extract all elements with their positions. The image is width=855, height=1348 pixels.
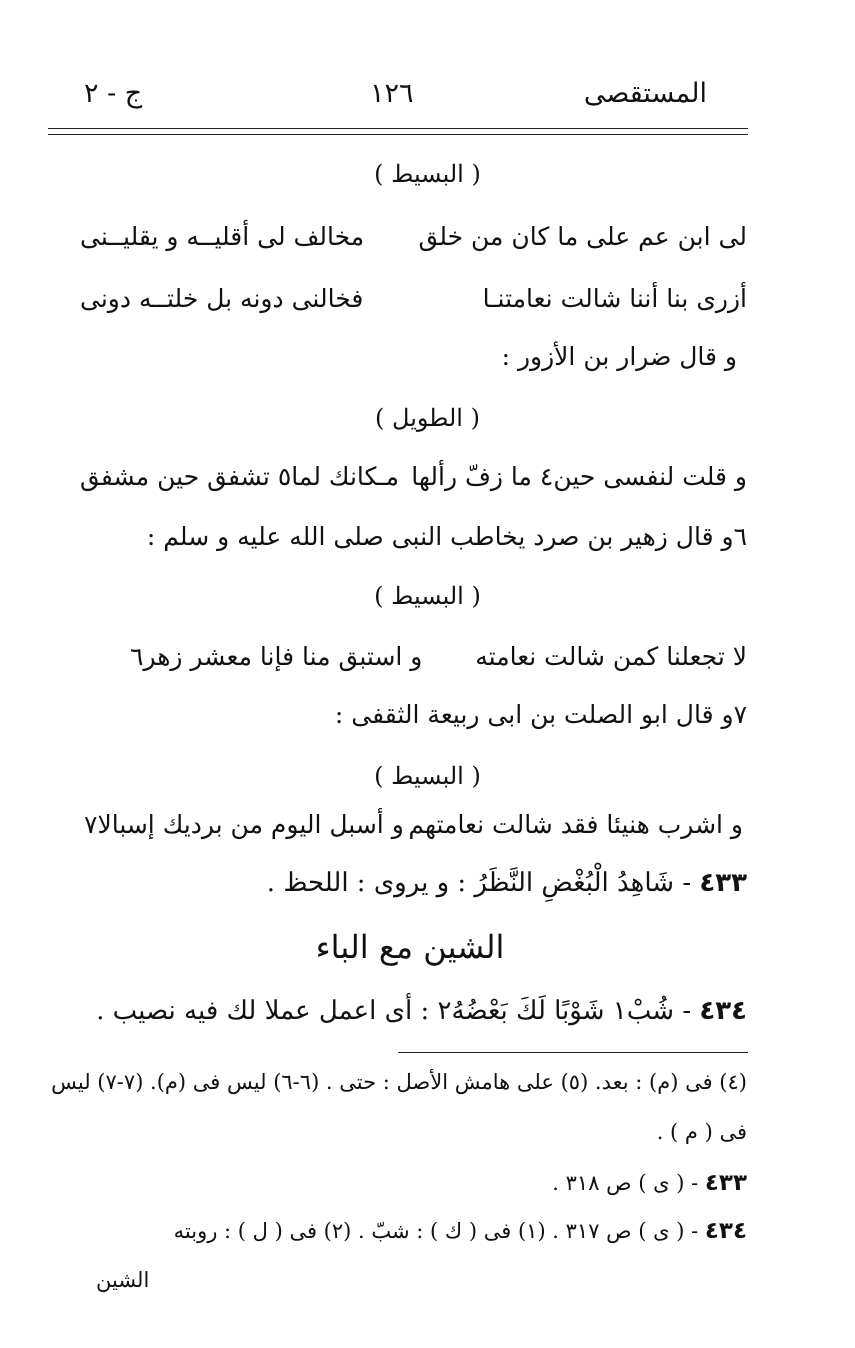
verse-5-second-hemistich: و أسبل اليوم من برديك إسبالا٧ bbox=[84, 810, 404, 839]
entry-text: - شَاهِدُ الْبُغْضِ النَّظَرُ : و يروى : اللحظ . bbox=[266, 868, 692, 898]
entry-number: ٤٣٣ bbox=[699, 868, 747, 898]
footnote-text: - ( ى ) ص ٣١٨ . bbox=[552, 1171, 699, 1195]
verse-2-first-hemistich: أزرى بنا أننا شالت نعامتنـا bbox=[482, 284, 747, 313]
header-rule-top bbox=[48, 128, 748, 129]
poet-intro-3: ٧و قال ابو الصلت بن ابى ربيعة الثقفى : bbox=[334, 700, 747, 729]
catchword: الشين bbox=[96, 1268, 150, 1292]
meter-label-basit-2: ( البسيط ) bbox=[374, 582, 481, 610]
footnote-433 bbox=[552, 1170, 747, 1196]
volume-label: ج - ٢ bbox=[84, 78, 143, 109]
section-title: الشين مع الباء bbox=[315, 928, 505, 966]
meter-label-tawil: ( الطويل ) bbox=[375, 404, 480, 432]
verse-1-second-hemistich: مخالف لى أقليــه و يقليــنى bbox=[80, 222, 365, 251]
footnote-text: - ( ى ) ص ٣١٧ . (١) فى ( ك ) : شبّ . (٢) فى ( ل ) : روبته bbox=[173, 1219, 699, 1243]
poet-intro-2: ٦و قال زهير بن صرد يخاطب النبى صلى الله عليه و سلم : bbox=[146, 522, 747, 551]
entry-number: ٤٣٤ bbox=[699, 996, 747, 1026]
footnote-line-1: (٤) فى (م) : بعد. (٥) على هامش الأصل : حتى . (٦-٦) ليس فى (م). (٧-٧) ليس bbox=[51, 1070, 747, 1094]
footnote-434 bbox=[174, 1218, 747, 1244]
verse-2-second-hemistich: فخالنى دونه بل خلتــه دونى bbox=[80, 284, 364, 313]
verse-4-second-hemistich: و استبق منا فإنا معشر زهر٦ bbox=[130, 642, 423, 671]
verse-5-first-hemistich: و اشرب هنيئا فقد شالت نعامتهم bbox=[408, 810, 743, 839]
verse-2 bbox=[80, 284, 747, 313]
running-title: المستقصى bbox=[583, 78, 707, 109]
verse-1-first-hemistich: لى ابن عم على ما كان من خلق bbox=[418, 222, 747, 251]
footnote-number: ٤٣٣ bbox=[704, 1170, 747, 1196]
footnote-line-2: فى ( م ) . bbox=[656, 1120, 747, 1144]
footnote-rule bbox=[398, 1052, 748, 1053]
verse-1 bbox=[80, 222, 747, 251]
proverb-entry-434 bbox=[96, 996, 747, 1026]
verse-3-second-hemistich: مـكانك لما٥ تشفق حين مشفق bbox=[80, 462, 400, 491]
entry-text: - شُبْ١ شَوْبًا لَكَ بَعْضُهُ٢ : أى اعمل عملا لك فيه نصيب . bbox=[96, 996, 692, 1026]
page-number: ١٢٦ bbox=[370, 78, 414, 109]
meter-label-basit-3: ( البسيط ) bbox=[374, 762, 481, 790]
verse-3-first-hemistich: و قلت لنفسى حين٤ ما زفّ رألها bbox=[411, 462, 747, 491]
poet-intro-1: و قال ضرار بن الأزور : bbox=[501, 342, 737, 371]
verse-5 bbox=[84, 810, 743, 839]
proverb-entry-433 bbox=[267, 868, 747, 898]
verse-4-first-hemistich: لا تجعلنا كمن شالت نعامته bbox=[475, 642, 747, 671]
meter-label-basit-1: ( البسيط ) bbox=[374, 160, 481, 188]
footnote-number: ٤٣٤ bbox=[704, 1218, 747, 1244]
verse-4 bbox=[130, 642, 747, 671]
header-rule-bottom bbox=[48, 134, 748, 135]
verse-3 bbox=[80, 462, 747, 491]
